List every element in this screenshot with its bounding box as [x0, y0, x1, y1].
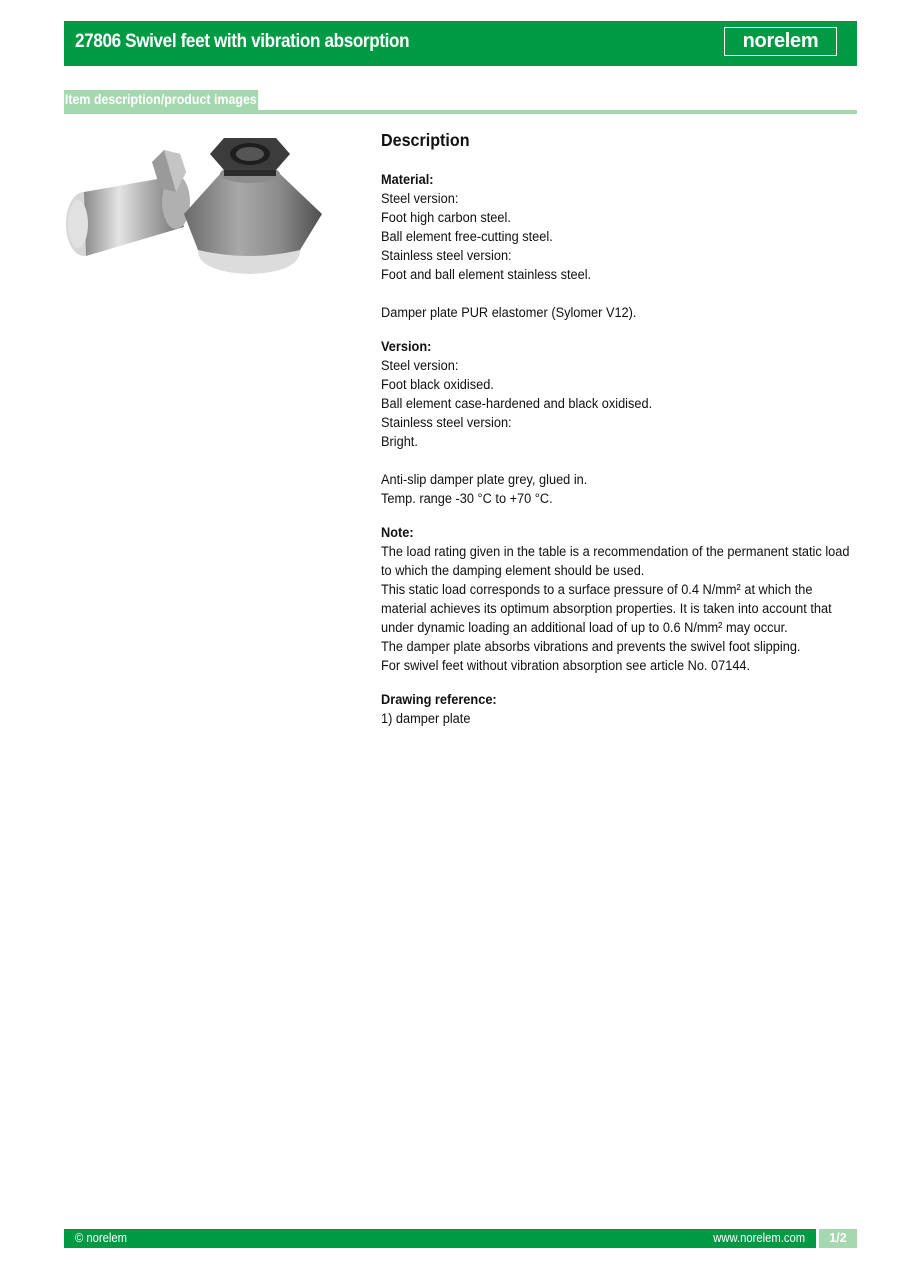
version-line: Steel version:	[381, 358, 459, 374]
page-title: 27806 Swivel feet with vibration absorption	[75, 31, 410, 52]
page-header	[64, 21, 857, 66]
note-line: to which the damping element should be used.	[381, 563, 645, 579]
material-line: Ball element free-cutting steel.	[381, 229, 553, 245]
version-line: Ball element case-hardened and black oxidised.	[381, 396, 653, 412]
website-link[interactable]: www.norelem.com	[713, 1231, 805, 1245]
damper-line: Damper plate PUR elastomer (Sylomer V12).	[381, 305, 637, 321]
note-line: The damper plate absorbs vibrations and prevents the swivel foot slipping.	[381, 639, 801, 655]
note-line: For swivel feet without vibration absorption see article No. 07144.	[381, 658, 751, 674]
material-line: Steel version:	[381, 191, 459, 207]
drawing-heading: Drawing reference:	[381, 692, 497, 708]
note-line: material achieves its optimum absorption properties. It is taken into account that	[381, 601, 832, 617]
norelem-logo	[724, 27, 837, 56]
drawing-line: 1) damper plate	[381, 711, 471, 727]
version-line: Stainless steel version:	[381, 415, 512, 431]
extra-line: Anti-slip damper plate grey, glued in.	[381, 472, 588, 488]
section-label: Item description/product images	[64, 90, 258, 110]
description-panel	[381, 128, 861, 729]
note-heading: Note:	[381, 525, 414, 541]
product-photo-icon	[64, 132, 322, 282]
version-heading: Version:	[381, 339, 432, 355]
version-line: Foot black oxidised.	[381, 377, 494, 393]
material-line: Foot high carbon steel.	[381, 210, 511, 226]
material-heading: Material:	[381, 172, 434, 188]
logo-text: norelem	[742, 30, 819, 52]
section-divider	[64, 110, 857, 114]
extra-line: Temp. range -30 °C to +70 °C.	[381, 491, 553, 507]
description-title: Description	[381, 130, 470, 150]
page-footer	[64, 1229, 816, 1248]
note-line: under dynamic loading an additional load of up to 0.6 N/mm² may occur.	[381, 620, 788, 636]
page-number: 1/2	[819, 1229, 857, 1248]
version-line: Bright.	[381, 434, 418, 450]
note-line: This static load corresponds to a surface pressure of 0.4 N/mm² at which the	[381, 582, 813, 598]
note-line: The load rating given in the table is a recommendation of the permanent static load	[381, 544, 850, 560]
copyright-text: © norelem	[75, 1231, 128, 1245]
material-line: Stainless steel version:	[381, 248, 512, 264]
material-line: Foot and ball element stainless steel.	[381, 267, 592, 283]
